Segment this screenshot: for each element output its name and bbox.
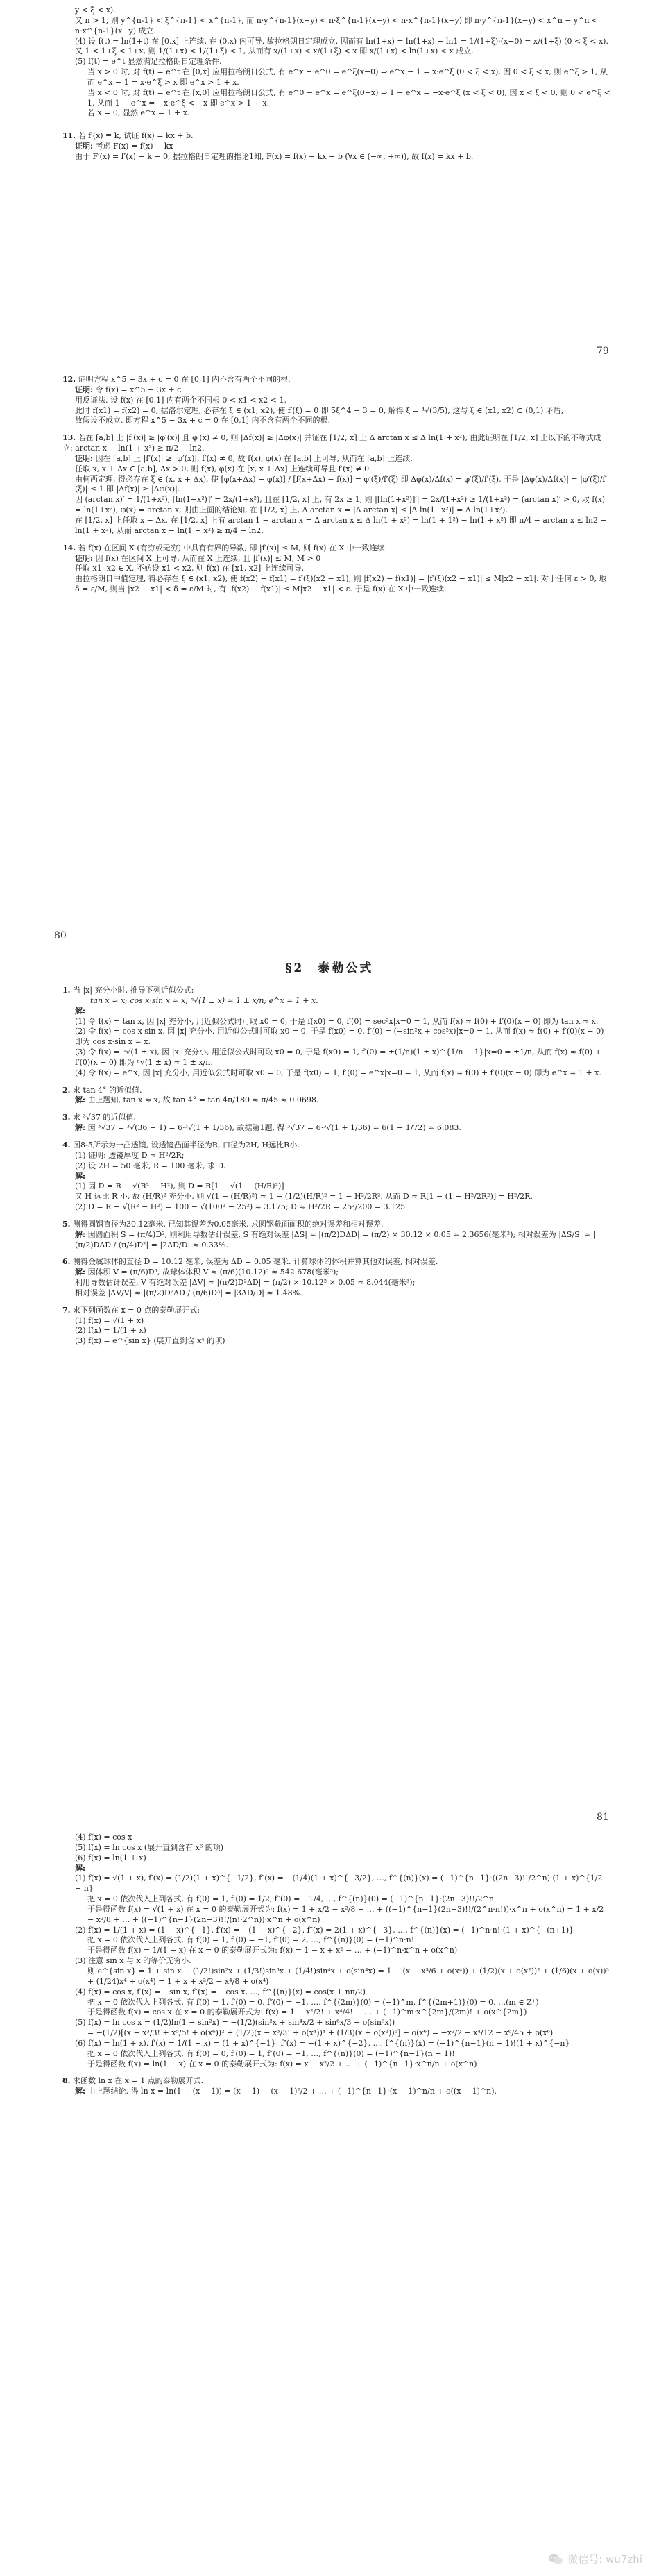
wechat-watermark bbox=[548, 2552, 642, 2566]
exercise-number: 8. bbox=[62, 2076, 71, 2086]
exercise-number: 12. bbox=[62, 375, 76, 384]
text-line: 因圆面积 S = (π/4)D², 则利用导数估计误差, S 有绝对误差 |ΔS| ≈ |(π/2)DΔD| = (π/2) × 30.12 × 0.05 ≈ 2.3656(毫米²); 相对误差为 |ΔS/S| ≈ |(π/2)DΔD / (π/4)D²| = |2ΔD/D| ≈ 0.33%. bbox=[75, 1229, 597, 1249]
solution-label: 证明: bbox=[75, 553, 94, 563]
solution-label: 解: bbox=[75, 1863, 86, 1873]
page-80-81 bbox=[0, 930, 659, 2576]
text-line: 把 x = 0 依次代入上列各式, 有 f(0) = 0, f′(0) = 1, f″(0) = −1, …, f^{(n)}(0) = (−1)^{n−1}(n − 1)! bbox=[87, 2048, 455, 2058]
text-line: 把 x = 0 依次代入上列各式, 有 f(0) = 1, f′(0) = 0, f″(0) = −1, …, f^{(2m)}(0) = (−1)^m, f^{(2m+1)}(0) = 0, …(m ∈ Z⁺) bbox=[87, 1997, 539, 2007]
text-line: 因 (arctan x)′ = 1/(1+x²), [ln(1+x²)]′ = 2x/(1+x²), 且在 [1/2, x] 上, 有 2x ≥ 1, 则 |[ln(1+x²)]′| = 2x/(1+x²) ≥ 1/(1+x²) = (arctan x)′ > 0, 取 f(x) = ln(1+x²), φ(x) = arctan x, 则由上面的结论知, 在 [1/2, x] 上, Δ arctan x = |Δ arctan x| ≤ |Δ ln(1+x²)| = Δ ln(1+x²). bbox=[75, 495, 606, 515]
subpart: (2) 设 2H = 50 毫米, R = 100 毫米, 求 D. bbox=[75, 1161, 226, 1170]
text-line: (3) 注意 sin x 与 x 的等价无穷小. bbox=[75, 1956, 191, 1966]
exercise-4 bbox=[62, 1140, 610, 1213]
exercise-11 bbox=[62, 131, 610, 162]
subpart: (6) f(x) = ln(1 + x) bbox=[75, 1853, 146, 1862]
text-line: y < ξ < x). bbox=[75, 6, 116, 15]
text-line: 任取 x, x + Δx ∈ [a,b], Δx > 0, 则 f(x), φ(x) 在 [x, x + Δx] 上连续可导且 f′(x) ≠ 0. bbox=[75, 464, 372, 473]
page-number: 81 bbox=[597, 1812, 609, 1823]
exercise-question: 求 ³√37 的近似值. bbox=[72, 1113, 136, 1122]
text-line: 故假设不成立. 即方程 x^5 − 3x + c = 0 在 [0,1] 内不含有两个不同的根. bbox=[75, 416, 330, 426]
text-line: 由于 F′(x) = f′(x) − k ≡ 0, 据拉格朗日定理的推论1知, F(x) = f(x) − kx ≡ b (∀x ∈ (−∞, +∞)), 故 f(x) = kx + b. bbox=[75, 151, 474, 161]
page-81-content bbox=[62, 1833, 610, 2104]
text-line: 于是得函数 f(x) = √(1 + x) 在 x = 0 的泰勒展开式为: f(x) = 1 + x/2 − x²/8 + … + ((−1)^{n−1}(2n−3)!!/(2^n·n!))·x^n + o(x^n) = 1 + x/2 − x²/8 + … + ((−1)^{n−1}(2n−3)!!/(n!·2^n))·x^n + o(x^n) bbox=[87, 1904, 604, 1924]
exercise-question: 求下列函数在 x = 0 点的泰勒展开式: bbox=[72, 1305, 200, 1315]
text-line: (2) D = R − √(R² − H²) = 100 − √(100² − 25²) ≈ 3.175; D ≈ H²/2R = 25²/200 = 3.125 bbox=[75, 1202, 406, 1212]
text-line: 考虑 F(x) = f(x) − kx bbox=[95, 142, 173, 151]
text-line: 此时 f(x1) = f(x2) = 0, 据洛尔定理, 必存在 ξ ∈ (x1, x2), 使 f′(ξ) = 0 即 5ξ^4 − 3 = 0, 解得 ξ = ⁴√(3/5), 这与 ξ ∈ (x1, x2) ⊂ (0,1) 矛盾, bbox=[75, 405, 564, 415]
text-line: (4) 令 f(x) = e^x, 因 |x| 充分小, 用近似公式时可取 x0 = 0, 于是 f(x0) = 1, f′(0) = e^x|x=0 = 1, 从而 f(x) ≈ f(0) + f′(0)(x − 0) 即为 e^x ≈ 1 + x. bbox=[75, 1068, 601, 1077]
text-line: 又 n > 1, 则 y^{n-1} < ξ^{n-1} < x^{n-1}, 而 n·y^{n-1}(x−y) < n·ξ^{n-1}(x−y) < n·x^{n-1}(x−y) 即 n·y^{n-1}(x−y) < x^n − y^n < n·x^{n-1}(x−y) 成立. bbox=[75, 15, 599, 35]
wechat-icon bbox=[548, 2553, 563, 2566]
text-line: 把 x = 0 依次代入上列各式, 有 f(0) = 1, f′(0) = −1, f″(0) = 2, …, f^{(n)}(0) = (−1)^n·n! bbox=[87, 1935, 415, 1945]
text-line: (2) 令 f(x) = cos x sin x, 因 |x| 充分小, 用近似公式时可取 x0 = 0, 于是 f(x0) = 0, f′(0) = (−sin²x + cos²x)|x=0 = 1, 从而 f(x) ≈ f(0) + f′(0)(x − 0) 即为 cos x·sin x ≈ x. bbox=[75, 1027, 604, 1047]
exercise-question: 若 f(x) 在区间 X (有穷或无穷) 中具有有界的导数, 即 |f′(x)| ≤ M, 则 f(x) 在 X 中一致连续. bbox=[78, 543, 388, 553]
exercise-1 bbox=[62, 986, 610, 1079]
text-line: 在 [1/2, x] 上任取 x − Δx, 在 [1/2, x] 上有 arctan 1 − arctan x = Δ arctan x ≤ Δ ln(1 + x²) = ln(1 + 1²) − ln(1 + x²) 即 π/4 − arctan x ≤ ln2 − ln(1 + x²), 从而 arctan x − ln(1 + x²) ≥ π/4 − ln2. bbox=[75, 515, 607, 535]
exercise-question: 求函数 ln x 在 x = 1 点的泰勒展开式. bbox=[72, 2076, 204, 2086]
exercise-number: 2. bbox=[62, 1085, 71, 1095]
subpart: (1) f(x) = √(1 + x) bbox=[75, 1315, 144, 1325]
text-line: 若 x = 0, 显然 e^x = 1 + x. bbox=[87, 108, 190, 118]
solution-label: 解: bbox=[75, 1123, 86, 1133]
exercise-8 bbox=[62, 2076, 610, 2097]
page-79-content bbox=[62, 6, 610, 169]
text-line: (1) 令 f(x) = tan x, 因 |x| 充分小, 用近似公式时可取 x0 = 0, 于是 f(x0) = 0, f′(0) = sec²x|x=0 = 1, 从而 f(x) ≈ f(0) + f′(0)(x − 0) 即为 tan x ≈ x. bbox=[75, 1016, 599, 1026]
page-80-top-content bbox=[62, 375, 610, 602]
text-line: 又 H 远比 R 小, 故 (H/R)² 充分小, 则 √(1 − (H/R)²) ≈ 1 − (1/2)(H/R)² = 1 − H²/2R², 从而 D ≈ R[1 − (1 − H²/2R²)] = H²/2R. bbox=[75, 1192, 533, 1202]
text-line: 相对误差 |ΔV/V| ≈ |(π/2)D²ΔD / (π/6)D³| = |3ΔD/D| ≈ 1.48%. bbox=[75, 1288, 302, 1297]
exercise-number: 6. bbox=[62, 1257, 71, 1267]
text-line: (6) f(x) = ln(1 + x), f′(x) = 1/(1 + x) = (1 + x)^{−1}, f″(x) = −(1 + x)^{−2}, …, f^{(n)}(x) = (−1)^{n−1}(n − 1)!(1 + x)^{−n} bbox=[75, 2038, 570, 2048]
text-line: (1) 因 D = R − √(R² − H²), 则 D = R[1 − √(1 − (H/R)²)] bbox=[75, 1181, 284, 1191]
solution-label: 解: bbox=[75, 2087, 86, 2096]
text-line: (3) 令 f(x) = ⁿ√(1 ± x), 因 |x| 充分小, 用近似公式时可取 x0 = 0, 于是 f(x0) = 1, f′(0) = ±(1/n)(1 ± x)^{1/n − 1}|x=0 = ±1/n, 从而 f(x) ≈ f(0) + f′(0)(x − 0) 即为 ⁿ√(1 ± x) ≈ 1 ± x/n. bbox=[75, 1047, 601, 1067]
subpart: (1) 证明: 透镜厚度 D ≈ H²/2R; bbox=[75, 1150, 185, 1160]
solution-label: 证明: bbox=[75, 142, 94, 151]
exercise-question: 若 f′(x) ≡ k, 试证 f(x) = kx + b. bbox=[78, 131, 194, 141]
subpart: (2) f(x) = 1/(1 + x) bbox=[75, 1326, 146, 1336]
text-line: 因在 [a,b] 上 |f′(x)| ≥ |φ′(x)|, f′(x) ≠ 0, 故 f(x), φ(x) 在 [a,b] 上可导, 从而在 [a,b] 上连续. bbox=[95, 453, 413, 463]
text-line: = −(1/2)[(x − x³/3! + x⁵/5! + o(x⁶))² + (1/2)(x − x³/3! + o(x⁴))⁴ + (1/3)(x + o(x²))⁶] + o(x⁶) = −x²/2 − x⁴/12 − x⁶/45 + o(x⁶) bbox=[87, 2028, 554, 2038]
subpart: (4) f(x) = cos x bbox=[75, 1833, 132, 1842]
text-line: 因体积 V = (π/6)D³, 故球体体积 V ≈ (π/6)(10.12)³ ≈ 542.678(毫米³); bbox=[87, 1268, 339, 1277]
solution-label: 解: bbox=[75, 1229, 86, 1239]
solution-label: 解: bbox=[75, 1171, 86, 1181]
exercise-number: 5. bbox=[62, 1219, 71, 1229]
text-line: 因 f(x) 在区间 X 上可导, 从而在 X 上连续, 且 |f′(x)| ≤ M, M > 0 bbox=[95, 553, 321, 563]
exercise-2 bbox=[62, 1086, 610, 1106]
exercise-question: 当 |x| 充分小时, 推导下列近似公式: bbox=[72, 986, 194, 995]
text-line: (1) f(x) = √(1 + x), f′(x) = (1/2)(1 + x)^{−1/2}, f″(x) = −(1/4)(1 + x)^{−3/2}, …, f^{(n)}(x) = (−1)^{n−1}·((2n−3)!!/2^n)·(1 + x)^{1/2 − n} bbox=[75, 1874, 603, 1894]
exercise-5 bbox=[62, 1220, 610, 1251]
exercise-question: 求 tan 4° 的近似值. bbox=[72, 1085, 142, 1095]
exercise-question: 若在 [a,b] 上 |f′(x)| ≥ |φ′(x)| 且 φ′(x) ≠ 0, 则 |Δf(x)| ≥ |Δφ(x)| 并证在 [1/2, x] 上 Δ arctan x ≤ Δ ln(1 + x²), 由此证明在 [1/2, x] 上以下的不等式成立: arctan x − ln(1 + x²) ≥ π/2 − ln2. bbox=[62, 433, 601, 453]
solution-label: 证明: bbox=[75, 453, 94, 463]
exercise-question: 测得圆钢直径为30.12毫米, 已知其误差为0.05毫米, 求圆钢截面面积的绝对误差和相对误差. bbox=[72, 1219, 384, 1229]
exercise-question: 测得金属球体的直径 D = 10.12 毫米, 误差为 ΔD = 0.05 毫米. 计算球体的体积并算其他对误差, 相对误差. bbox=[72, 1257, 438, 1267]
text-line: 任取 x1, x2 ∈ X, 不妨设 x1 < x2, 则 f(x) 在 [x1, x2] 上连续可导. bbox=[75, 564, 305, 573]
text-line: 于是得函数 f(x) = 1/(1 + x) 在 x = 0 的泰勒展开式为: f(x) = 1 − x + x² − … + (−1)^n·x^n + o(x^n) bbox=[87, 1946, 458, 1955]
text-line: (2) f(x) = 1/(1 + x) = (1 + x)^{−1}, f′(x) = −(1 + x)^{−2}, f″(x) = 2(1 + x)^{−3}, …, f^{(n)}(x) = (−1)^n·n!·(1 + x)^{−(n+1)} bbox=[75, 1925, 574, 1935]
text-line: 利用导数估计误差, V 有绝对误差 |ΔV| ≈ |(π/2)D²ΔD| = (π/2) × 10.12² × 0.05 ≈ 8.044(毫米³); bbox=[75, 1278, 416, 1288]
exercise-number: 11. bbox=[62, 131, 76, 141]
exercise-6 bbox=[62, 1257, 610, 1298]
text-line: (5) f(x) = ln cos x = (1/2)ln(1 − sin²x) = −(1/2)(sin²x + sin⁴x/2 + sin⁶x/3 + o(sin⁶x)) bbox=[75, 2018, 395, 2028]
exercise-number: 4. bbox=[62, 1140, 71, 1150]
exercise-13 bbox=[62, 433, 610, 536]
text-line: (5) f(t) = e^t 显然满足拉格朗日定理条件. bbox=[75, 57, 222, 67]
text-line: 把 x = 0 依次代入上列各式, 有 f(0) = 1, f′(0) = 1/2, f″(0) = −1/4, …, f^{(n)}(0) = (−1)^{n−1}·(2n−3)!!/2^n bbox=[87, 1894, 494, 1904]
exercise-7 bbox=[62, 1306, 610, 1347]
solution-label: 解: bbox=[75, 1006, 86, 1016]
text-line: (4) 设 f(t) = ln(1+t) 在 [0,x] 上连续, 在 (0,x) 内可导, 故拉格朗日定理成立, 因而有 ln(1+x) = ln(1+x) − ln1 = 1/(1+ξ)·(x−0) = x/(1+ξ) (0 < ξ < x). 又 1 < 1+ξ < 1+x, 则 1/(1+x) < 1/(1+ξ) < 1, 从而有 x/(1+x) < x/(1+ξ) < x 即 x/(1+x) < ln(1+x) < x 成立. bbox=[75, 36, 608, 56]
exercise-number: 1. bbox=[62, 986, 71, 995]
subpart: (5) f(x) = ln cos x (展开直到含有 x⁶ 的项) bbox=[75, 1842, 224, 1852]
exercise-number: 7. bbox=[62, 1305, 71, 1315]
text-line: (4) f(x) = cos x, f′(x) = −sin x, f″(x) = −cos x, …, f^{(n)}(x) = cos(x + nπ/2) bbox=[75, 1987, 366, 1996]
exercise-12 bbox=[62, 375, 610, 426]
formula: tan x ≈ x; cos x·sin x ≈ x; ⁿ√(1 ± x) ≈ 1 ± x/n; e^x ≈ 1 + x. bbox=[90, 995, 318, 1005]
exercise-3 bbox=[62, 1113, 610, 1134]
prev-solution-continuation bbox=[62, 6, 610, 119]
text-line: 则 e^{sin x} = 1 + sin x + (1/2!)sin²x + (1/3!)sin³x + (1/4!)sin⁴x + o(sin⁴x) = 1 + (x − x³/6 + o(x⁴)) + (1/2)(x + o(x²))² + (1/6)(x + o(x))³ + (1/24)x⁴ + o(x⁴) = 1 + x + x²/2 − x⁴/8 + o(x⁴) bbox=[87, 1966, 609, 1986]
page-number: 80 bbox=[54, 930, 67, 941]
exercise-question: 图8-5所示为一凸透镜, 设透镜凸面半径为R, 口径为2H, H远比R小. bbox=[72, 1140, 300, 1150]
section-title: §2 泰勒公式 bbox=[285, 961, 374, 975]
page-80-content bbox=[62, 986, 610, 1354]
watermark-text: 微信号: wu7zhi bbox=[567, 2553, 642, 2566]
text-line: 由上题知, tan x ≈ x, 故 tan 4° = tan 4π/180 ≈ π/45 ≈ 0.0698. bbox=[87, 1095, 319, 1105]
page-number: 79 bbox=[597, 346, 609, 357]
text-line: 于是得函数 f(x) = ln(1 + x) 在 x = 0 的泰勒展开式为: f(x) = x − x²/2 + … + (−1)^{n−1}·x^n/n + o(x^n) bbox=[87, 2059, 477, 2069]
exercise-number: 14. bbox=[62, 543, 76, 553]
solution-label: 解: bbox=[75, 1095, 86, 1105]
text-line: 由柯西定理, 得必存在 ξ ∈ (x, x + Δx), 使 [φ(x+Δx) − φ(x)] / [f(x+Δx) − f(x)] = φ′(ξ)/f′(ξ) 即 Δφ(x)/Δf(x) = φ′(ξ)/f′(ξ), 于是 |Δφ(x)/Δf(x)| = |φ′(ξ)/f′(ξ)| ≤ 1 即 |Δf(x)| ≥ |Δφ(x)|. bbox=[75, 474, 607, 494]
text-line: 令 f(x) = x^5 − 3x + c bbox=[95, 385, 182, 394]
text-line: 由拉格朗日中值定理, 得必存在 ξ ∈ (x1, x2), 使 f(x2) − f(x1) = f′(ξ)(x2 − x1), 则 |f(x2) − f(x1)| = |f′(ξ)(x2 − x1)| ≤ M|x2 − x1|. 对于任何 ε > 0, 取 δ = ε/M, 则当 |x2 − x1| < δ = ε/M 时, 有 |f(x2) − f(x1)| ≤ M|x2 − x1| < ε. 于是 f(x) 在 X 中一致连续. bbox=[75, 574, 607, 594]
subpart: (3) f(x) = e^{sin x} (展开直到含 x⁴ 的项) bbox=[75, 1336, 225, 1346]
solution-label: 证明: bbox=[75, 385, 94, 394]
exercise-14 bbox=[62, 544, 610, 595]
text-line: 用反证法. 设 f(x) 在 [0,1] 内有两个不同根 0 < x1 < x2 < 1, bbox=[75, 395, 286, 405]
exercise-number: 3. bbox=[62, 1113, 71, 1122]
solution-label: 解: bbox=[75, 1268, 86, 1277]
text-line: 于是得函数 f(x) = cos x 在 x = 0 的泰勒展开式为: f(x) = 1 − x²/2! + x⁴/4! − … + (−1)^m·x^{2m}/(2m)! + o(x^{2m}) bbox=[87, 2007, 527, 2017]
page-79 bbox=[0, 0, 659, 930]
exercise-7-continued bbox=[62, 1833, 610, 2069]
text-line: 因 ³√37 = ³√(36 + 1) = 6·³√(1 + 1/36), 故据第1题, 得 ³√37 = 6·³√(1 + 1/36) ≈ 6(1 + 1/72) ≈ 6.083. bbox=[87, 1123, 461, 1133]
text-line: 当 x < 0 时, 对 f(t) = e^t 在 [x,0] 应用拉格朗日公式, 有 e^0 − e^x = e^ξ(0−x) ⇒ 1 − e^x = −x·e^ξ (x < ξ < 0), 因 x < ξ < 0, 则 0 < e^ξ < 1, 从而 1 − e^x = −x·e^ξ < −x 即 e^x > 1 + x. bbox=[87, 87, 610, 108]
text-line: 当 x > 0 时, 对 f(t) = e^t 在 [0,x] 应用拉格朗日公式, 有 e^x − e^0 = e^ξ(x−0) ⇒ e^x − 1 = x·e^ξ (0 < ξ < x), 因 0 < ξ < x, 则 e^ξ > 1, 从而 e^x − 1 = x·e^ξ > x 即 e^x > 1 + x. bbox=[87, 67, 608, 87]
text-line: 由上题结论, 得 ln x = ln(1 + (x − 1)) = (x − 1) − (x − 1)²/2 + … + (−1)^{n−1}·(x − 1)^n/n + o((x − 1)^n). bbox=[87, 2087, 497, 2096]
exercise-number: 13. bbox=[62, 433, 76, 443]
exercise-question: 证明方程 x^5 − 3x + c = 0 在 [0,1] 内不含有两个不同的根. bbox=[78, 375, 291, 384]
